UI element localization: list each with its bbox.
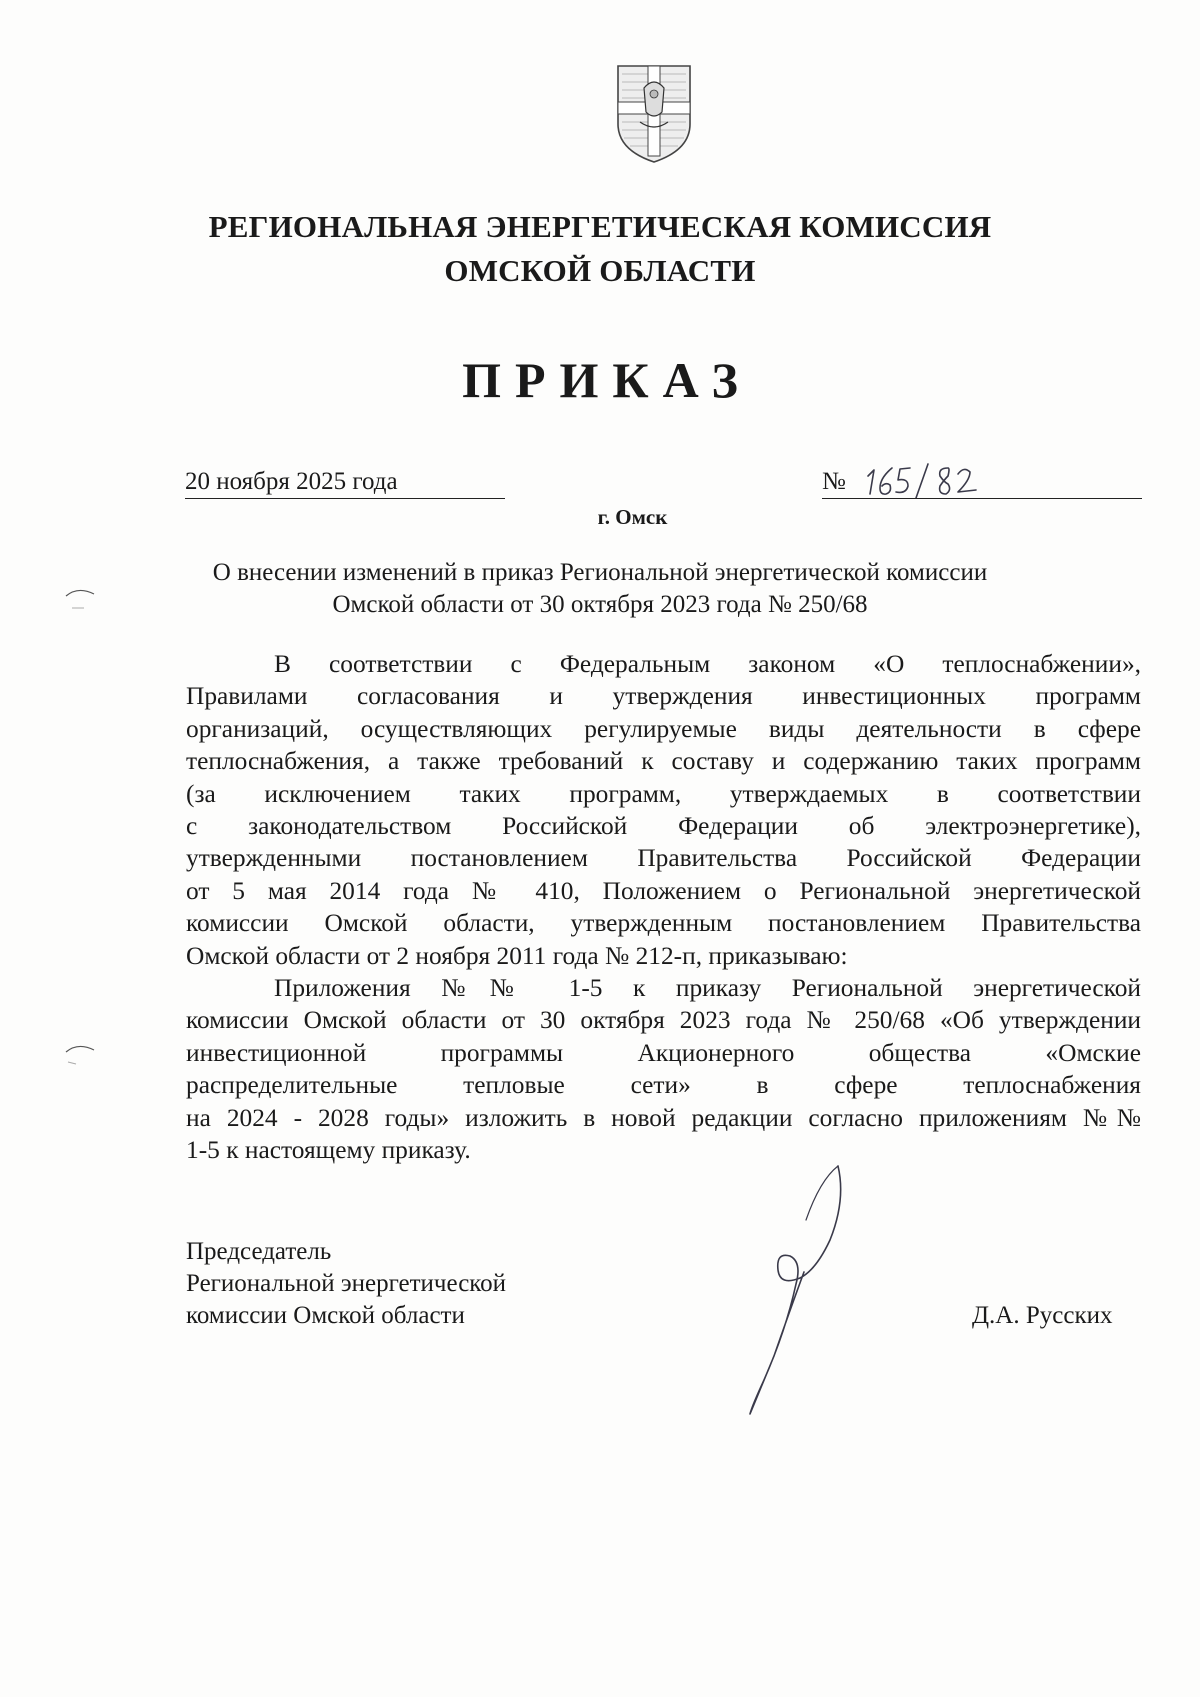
document-type-title: ПРИКАЗ	[462, 352, 752, 408]
scan-mark-icon	[62, 584, 98, 612]
coat-of-arms-icon	[614, 62, 694, 164]
handwritten-signature	[720, 1160, 870, 1420]
body-line: теплоснабжения, а также требований к составу и содержанию таких программ	[186, 747, 1141, 776]
order-body	[186, 648, 1141, 1167]
date-underline	[185, 498, 505, 499]
signer-position-line2: Региональной энергетической	[186, 1270, 507, 1297]
body-line: организаций, осуществляющих регулируемые виды деятельности в сфере	[186, 714, 1141, 743]
order-date: 20 ноября 2025 года	[185, 468, 398, 495]
body-line: (за исключением таких программ, утверждаемых в соответствии	[186, 779, 1141, 808]
body-line: инвестиционной программы Акционерного общества «Омские	[186, 1038, 1141, 1067]
organization-name-line2: ОМСКОЙ ОБЛАСТИ	[444, 253, 756, 288]
paragraph-2	[186, 972, 1141, 1166]
body-line: Приложения №№ 1-5 к приказу Региональной энергетической	[274, 974, 1141, 1003]
subject-line2: Омской области от 30 октября 2023 года № 250/68	[332, 591, 868, 618]
number-underline	[822, 498, 1142, 499]
body-line: 1-5 к настоящему приказу.	[186, 1136, 471, 1165]
body-line: распределительные тепловые сети» в сфере теплоснабжения	[186, 1071, 1141, 1100]
body-line: В соответствии с Федеральным законом «О теплоснабжении»,	[274, 650, 1141, 678]
body-line: на 2024 - 2028 годы» изложить в новой редакции согласно приложениям №№	[186, 1103, 1141, 1132]
issue-city: г. Омск	[597, 505, 668, 529]
body-line: комиссии Омской области от 30 октября 2023 года № 250/68 «Об утверждении	[186, 1006, 1141, 1035]
signer-position-line1: Председатель	[186, 1238, 332, 1265]
body-line: комиссии Омской области, утвержденным постановлением Правительства	[186, 909, 1141, 938]
scan-mark-icon	[62, 1040, 98, 1068]
signer-name: Д.А. Русских	[972, 1302, 1113, 1329]
body-line: Омской области от 2 ноября 2011 года № 212-п, приказываю:	[186, 941, 848, 970]
order-number-handwritten	[862, 458, 1012, 502]
order-number-sign: №	[822, 468, 846, 495]
body-line: от 5 мая 2014 года № 410, Положением о Региональной энергетической	[186, 876, 1141, 905]
paragraph-1	[186, 648, 1141, 972]
body-line: утвержденными постановлением Правительства Российской Федерации	[186, 844, 1141, 873]
body-line: с законодательством Российской Федерации об электроэнергетике),	[186, 812, 1141, 841]
organization-name-line1: РЕГИОНАЛЬНАЯ ЭНЕРГЕТИЧЕСКАЯ КОМИССИЯ	[208, 209, 992, 244]
signer-position	[186, 1236, 506, 1332]
body-line: Правилами согласования и утверждения инвестиционных программ	[186, 682, 1141, 711]
subject-line1: О внесении изменений в приказ Региональной энергетической комиссии	[212, 559, 988, 586]
signer-position-line3: комиссии Омской области	[186, 1302, 465, 1329]
